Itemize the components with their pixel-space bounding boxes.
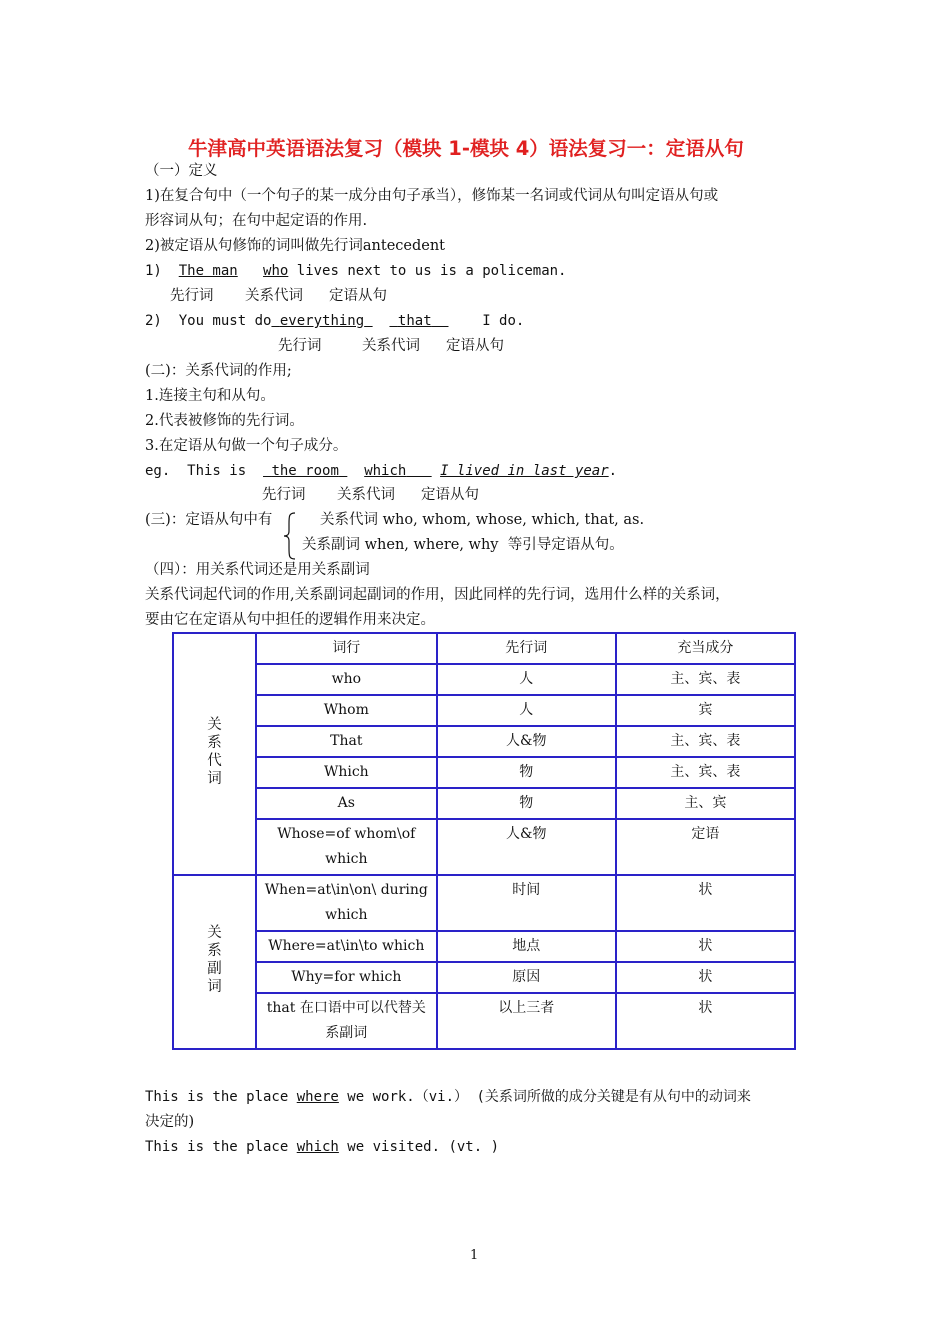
table-cell: 时间 [437, 875, 616, 931]
table-row [173, 931, 795, 962]
table-row [173, 664, 795, 695]
table-cell: who [256, 664, 437, 695]
table-header-row [173, 633, 795, 664]
page-title: 牛津高中英语语法复习（模块 1-模块 4）语法复习一：定语从句 [188, 137, 744, 160]
table-cell: 人&物 [437, 819, 616, 875]
example2-number: 2) [145, 313, 162, 329]
example1 [145, 261, 566, 281]
table-cell: 以上三者 [437, 993, 616, 1049]
table-header: 词行 [256, 633, 437, 664]
table-cell: 人 [437, 664, 616, 695]
example1-label-antecedent: 先行词 [170, 288, 214, 304]
section4-para-line2: 要由它在定语从句中担任的逻辑作用来决定。 [145, 612, 435, 628]
table-cell: 人&物 [437, 726, 616, 757]
section1-heading: （一）定义 [145, 163, 218, 179]
example2-label-antecedent: 先行词 [278, 338, 322, 354]
example2-pronoun: that [397, 313, 432, 329]
antecedent-definition: 2)被定语从句修饰的词叫做先行词antecedent [145, 238, 446, 254]
table-cell: 定语 [616, 819, 795, 875]
relative-pronouns-list: 关系代词 who, whom, whose, which, that, as. [320, 512, 645, 528]
table-cell: 物 [437, 788, 616, 819]
table-cell: 人 [437, 695, 616, 726]
table-cell: As [256, 788, 437, 819]
eg-example: eg. This is the room which I lived in last year. [145, 463, 618, 479]
keyword-where: where [296, 1089, 339, 1105]
bottom-example-which: This is the place which we visited. (vt. ) [145, 1139, 500, 1155]
page-number: 1 [470, 1248, 479, 1263]
table-cell: 状 [616, 993, 795, 1049]
example2-lead: You must do [178, 313, 272, 329]
table-cell: 原因 [437, 962, 616, 993]
table-cell: 地点 [437, 931, 616, 962]
keyword-which: which [296, 1139, 339, 1155]
table-row [173, 726, 795, 757]
example1-label-pronoun: 关系代词 [245, 288, 303, 304]
eg-pronoun: which [364, 463, 407, 479]
table-cell: 主、宾、表 [616, 664, 795, 695]
example1-antecedent: The man [178, 263, 238, 279]
section4-heading: （四）：用关系代词还是用关系副词 [145, 562, 370, 578]
section4-para-line1: 关系代词起代词的作用,关系副词起副词的作用，因此同样的先行词，选用什么样的关系词， [145, 587, 730, 603]
eg-label-clause: 定语从句 [421, 487, 479, 503]
table-header: 充当成分 [616, 633, 795, 664]
relative-words-table [172, 632, 796, 1050]
eg-label-antecedent: 先行词 [262, 487, 306, 503]
eg-clause: I lived in last year [440, 463, 609, 479]
table-cell: Where=at\in\to which [256, 931, 437, 962]
example1-pronoun: who [263, 263, 289, 279]
example2-antecedent: everything [279, 313, 365, 329]
table-cell: That [256, 726, 437, 757]
table-row [173, 788, 795, 819]
section3-heading: (三)：定语从句中有 [145, 512, 273, 528]
table-row [173, 757, 795, 788]
example2-rest: I do. [482, 313, 525, 329]
example1-rest: lives next to us is a policeman. [296, 263, 567, 279]
example1-label-clause: 定语从句 [329, 288, 387, 304]
example1-number: 1) [145, 263, 162, 279]
table-cell: 宾 [616, 695, 795, 726]
example2-label-pronoun: 关系代词 [362, 338, 420, 354]
table-cell: Whose=of whom\of which [256, 819, 437, 875]
table-cell: 主、宾 [616, 788, 795, 819]
table-cell: that 在口语中可以代替关系副词 [256, 993, 437, 1049]
table-cell: 物 [437, 757, 616, 788]
table-cell: Why=for which [256, 962, 437, 993]
table-cell: 状 [616, 931, 795, 962]
table-cell: Which [256, 757, 437, 788]
category-relative-adverb: 关系副词 [173, 875, 256, 1049]
function-item-1: 1.连接主句和从句。 [145, 388, 275, 404]
eg-antecedent: the room [271, 463, 339, 479]
example2-label-clause: 定语从句 [446, 338, 504, 354]
eg-lead: eg. This is [145, 463, 247, 479]
table-row [173, 819, 795, 875]
table-cell: Whom [256, 695, 437, 726]
bottom-example-where-cont: 决定的) [145, 1114, 195, 1130]
table-row [173, 993, 795, 1049]
table-cell: 主、宾、表 [616, 757, 795, 788]
table-cell: 状 [616, 962, 795, 993]
table-cell: 主、宾、表 [616, 726, 795, 757]
category-relative-pronoun: 关系代词 [173, 633, 256, 875]
table-cell: 状 [616, 875, 795, 931]
table-row [173, 695, 795, 726]
table-row [173, 962, 795, 993]
curly-brace-icon [283, 512, 297, 560]
definition-line1: 1)在复合句中（一个句子的某一成分由句子承当），修饰某一名词或代词从句叫定语从句或 [145, 188, 719, 204]
relative-adverbs-list: 关系副词 when, where, why 等引导定语从句。 [302, 537, 624, 553]
definition-line2: 形容词从句；在句中起定语的作用. [145, 213, 368, 229]
section2-heading: (二)：关系代词的作用; [145, 363, 292, 379]
bottom-example-where: This is the place where we work.（vi.） (关系词所做的成分关键是有从句中的动词来 [145, 1089, 751, 1105]
function-item-2: 2.代表被修饰的先行词。 [145, 413, 304, 429]
table-cell: When=at\in\on\ during which [256, 875, 437, 931]
example2 [145, 311, 524, 331]
table-header: 先行词 [437, 633, 616, 664]
table-row [173, 875, 795, 931]
function-item-3: 3.在定语从句做一个句子成分。 [145, 438, 348, 454]
eg-label-pronoun: 关系代词 [337, 487, 395, 503]
